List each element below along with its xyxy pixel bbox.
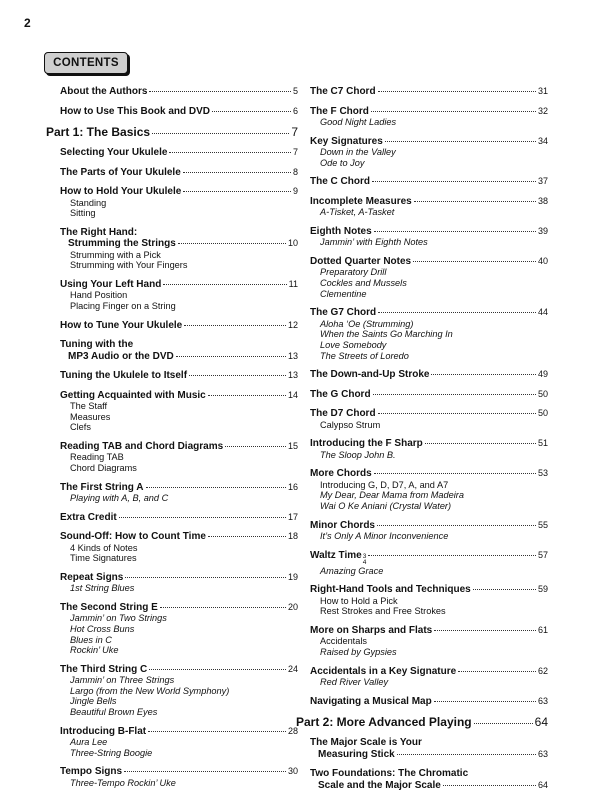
toc-entry-title: Selecting Your Ukulele <box>60 147 168 158</box>
toc-page-number: 38 <box>537 195 548 206</box>
toc-entry[interactable] <box>310 307 548 361</box>
toc-entry[interactable] <box>60 167 298 179</box>
toc-entry-title-lead: Tuning with the <box>60 339 134 351</box>
dot-leader <box>184 325 286 326</box>
toc-page-number: 19 <box>287 571 298 582</box>
toc-entry[interactable] <box>60 602 298 656</box>
toc-entry-row <box>46 125 298 139</box>
toc-entry-title: How to Tune Your Ukulele <box>60 319 183 331</box>
toc-entry[interactable] <box>310 226 548 248</box>
toc-page-number: 14 <box>287 389 298 400</box>
toc-page-number: 18 <box>287 531 298 542</box>
toc-entry-row <box>60 370 298 382</box>
toc-entry-title: Using Your Left Hand <box>60 278 162 290</box>
dot-leader <box>149 669 286 670</box>
toc-entry-row <box>310 780 548 792</box>
toc-page-number: 50 <box>537 408 548 419</box>
toc-page-number: 59 <box>537 584 548 595</box>
toc-subentry[interactable]: Aura Lee <box>70 737 108 748</box>
toc-page-number: 62 <box>537 665 548 676</box>
toc-entry[interactable] <box>310 86 548 98</box>
toc-entry[interactable] <box>60 441 298 474</box>
dot-leader <box>148 731 286 732</box>
toc-entry[interactable] <box>60 186 298 219</box>
toc-page-number: 13 <box>287 350 298 361</box>
toc-page-number: 39 <box>537 225 548 236</box>
toc-entry-row <box>60 441 298 453</box>
toc-entry[interactable] <box>60 370 298 382</box>
toc-page-number: 13 <box>287 370 298 381</box>
toc-subentry[interactable]: Hand Position <box>70 290 128 301</box>
toc-entry-row <box>310 468 548 480</box>
toc-page-number: 49 <box>537 369 548 380</box>
toc-entry-title: Navigating a Musical Map <box>310 695 432 707</box>
toc-entry-title: Extra Credit <box>60 511 117 523</box>
toc-subentry[interactable]: It’s Only A Minor Inconvenience <box>320 531 449 542</box>
toc-entry-row <box>310 389 548 401</box>
dot-leader <box>169 152 291 153</box>
toc-subentry[interactable]: Good Night Ladies <box>320 117 397 127</box>
toc-entry-title: Reading TAB and Chord Diagrams <box>60 440 224 452</box>
toc-entry[interactable] <box>60 390 298 433</box>
toc-right-column <box>296 86 548 799</box>
toc-page-number: 9 <box>292 186 298 196</box>
toc-entry-title: Strumming the Strings <box>68 238 176 250</box>
toc-entry-title: Waltz Time <box>310 549 362 561</box>
toc-entry-title: The First String A <box>60 481 144 493</box>
toc-subentry[interactable]: Clementine <box>320 288 367 299</box>
dot-leader <box>473 589 536 590</box>
toc-subentry[interactable]: Jingle Bells <box>70 696 117 707</box>
toc-page-number: 40 <box>537 255 548 266</box>
toc-subentry[interactable]: Jammin’ on Three Strings <box>70 675 175 686</box>
dot-leader <box>212 111 291 112</box>
toc-subentry[interactable]: Cockles and Mussels <box>320 278 407 289</box>
toc-subentry[interactable]: Hot Cross Buns <box>70 624 135 634</box>
toc-entry-title: Tuning the Ukulele to Itself <box>60 370 188 382</box>
toc-subentry[interactable]: Accidentals <box>320 636 367 647</box>
toc-entry-title: How to Hold Your Ukulele <box>60 186 182 197</box>
toc-entry-title: Minor Chords <box>310 519 375 531</box>
toc-entry-row <box>60 572 298 584</box>
toc-entry[interactable] <box>310 176 548 188</box>
toc-entry-row <box>310 696 548 708</box>
toc-entry-title: Part 1: The Basics <box>46 125 151 139</box>
toc-subentry[interactable]: Ode to Joy <box>320 157 365 168</box>
toc-subentry[interactable]: 4 Kinds of Notes <box>70 542 138 553</box>
dot-leader <box>378 413 536 414</box>
toc-entry[interactable] <box>60 227 298 271</box>
toc-entry-title: The G Chord <box>310 388 371 400</box>
toc-entry[interactable] <box>310 256 548 299</box>
toc-page-number: 24 <box>287 663 298 674</box>
toc-entry-title: The Parts of Your Ukulele <box>60 166 181 178</box>
toc-entry-title-lead: The Major Scale is Your <box>310 737 422 749</box>
toc-entry[interactable] <box>60 320 298 332</box>
toc-subentry[interactable]: A-Tisket, A-Tasket <box>320 207 395 218</box>
toc-entry-title: More on Sharps and Flats <box>310 624 433 636</box>
toc-entry-row <box>310 520 548 532</box>
toc-entry-row <box>310 625 548 637</box>
toc-entry-row <box>296 715 548 729</box>
toc-entry-row <box>310 196 548 208</box>
toc-page-number: 34 <box>537 135 548 146</box>
dot-leader <box>208 536 286 537</box>
page-number: 2 <box>24 16 31 30</box>
toc-entry-title: Incomplete Measures <box>310 195 412 207</box>
dot-leader <box>176 356 286 357</box>
toc-subentry[interactable]: My Dear, Dear Mama from Madeira <box>320 490 464 501</box>
toc-entry-title: How to Use This Book and DVD <box>60 105 211 117</box>
toc-entry-row <box>310 307 548 319</box>
toc-subentry[interactable]: Sitting <box>70 208 96 219</box>
dot-leader <box>178 243 286 244</box>
dot-leader <box>152 133 289 134</box>
toc-subentry[interactable]: The Sloop John B. <box>320 449 396 460</box>
toc-entry-row <box>310 106 548 118</box>
toc-subentry[interactable]: When the Saints Go Marching In <box>320 329 453 340</box>
toc-entry-row <box>310 584 548 596</box>
toc-subentry[interactable]: Three-String Boogie <box>70 747 153 758</box>
toc-subentry[interactable]: Reading TAB <box>70 452 124 463</box>
toc-page-number: 20 <box>287 601 298 612</box>
toc-page-number: 7 <box>291 125 298 139</box>
dot-leader <box>183 172 291 173</box>
toc-subentry[interactable]: Chord Diagrams <box>70 462 137 473</box>
toc-entry[interactable] <box>310 408 548 430</box>
toc-entry-row <box>310 666 548 678</box>
toc-entry-row <box>310 86 548 98</box>
dot-leader <box>124 771 286 772</box>
dot-leader <box>374 231 536 232</box>
toc-entry-row <box>60 86 298 98</box>
dot-leader <box>119 517 286 518</box>
dot-leader <box>368 555 536 556</box>
toc-subentry[interactable]: The Streets of Loredo <box>320 350 409 361</box>
toc-subentry[interactable]: Jammin’ with Eighth Notes <box>320 237 428 248</box>
dot-leader <box>377 525 536 526</box>
toc-subentry[interactable]: Preparatory Drill <box>320 267 387 278</box>
toc-page-number: 57 <box>537 549 548 560</box>
toc-subentry[interactable]: Blues in C <box>70 634 112 645</box>
toc-page-number: 28 <box>287 725 298 736</box>
toc-entry[interactable] <box>310 696 548 708</box>
toc-entry-title: More Chords <box>310 468 372 480</box>
dot-leader <box>431 374 536 375</box>
toc-entry-title: Accidentals in a Key Signature <box>310 665 457 677</box>
toc-entry-title: Key Signatures <box>310 135 383 147</box>
toc-subentry[interactable]: Red River Valley <box>320 677 389 688</box>
dot-leader <box>373 394 536 395</box>
contents-heading <box>44 52 128 74</box>
toc-subentry[interactable]: Placing Finger on a String <box>70 300 176 311</box>
toc-page-number: 53 <box>537 468 548 479</box>
toc-page-number: 8 <box>292 166 298 177</box>
toc-page-number: 63 <box>537 748 548 759</box>
toc-entry-row <box>60 482 298 494</box>
toc-entry-title: Eighth Notes <box>310 225 372 237</box>
toc-entry[interactable] <box>310 550 548 577</box>
dot-leader <box>443 785 536 786</box>
toc-part-entry[interactable] <box>46 125 298 139</box>
dot-leader <box>183 191 291 192</box>
toc-page-number: 32 <box>537 105 548 116</box>
dot-leader <box>163 284 286 285</box>
dot-leader <box>458 671 536 672</box>
toc-subentry[interactable]: Raised by Gypsies <box>320 647 397 658</box>
toc-entry-row <box>60 726 298 738</box>
toc-entry-row <box>60 106 298 118</box>
toc-page-number: 11 <box>288 278 298 289</box>
dot-leader <box>474 723 533 724</box>
toc-left-column <box>46 86 298 796</box>
dot-leader <box>189 375 286 376</box>
dot-leader <box>397 754 536 755</box>
toc-subentry[interactable]: Love Somebody <box>320 339 387 350</box>
toc-entry-row <box>310 749 548 761</box>
toc-entry-title: About the Authors <box>60 86 148 97</box>
toc-entry-row <box>60 167 298 179</box>
toc-entry[interactable] <box>60 147 298 159</box>
toc-subentry[interactable]: Rest Strokes and Free Strokes <box>320 606 446 617</box>
toc-page-number: 61 <box>537 624 548 635</box>
time-signature-top: 3 <box>362 552 367 560</box>
toc-entry[interactable] <box>310 520 548 542</box>
toc-entry-title: Tempo Signs <box>60 766 123 778</box>
toc-entry-title: The G7 Chord <box>310 307 377 319</box>
dot-leader <box>149 91 291 92</box>
toc-subentry[interactable]: Measures <box>70 411 111 422</box>
toc-subentry[interactable]: Amazing Grace <box>320 565 384 576</box>
toc-subentry[interactable]: Aloha ‘Oe (Strumming) <box>320 318 414 329</box>
toc-entry[interactable] <box>310 625 548 658</box>
toc-page-number: 12 <box>287 319 298 330</box>
dot-leader <box>372 181 536 182</box>
toc-entry-title: Right-Hand Tools and Techniques <box>310 584 471 596</box>
toc-page-number: 30 <box>287 766 298 777</box>
toc-entry-row <box>310 408 548 420</box>
toc-entry-title-lead: The Right Hand: <box>60 226 138 238</box>
toc-entry[interactable] <box>310 369 548 381</box>
toc-subentry[interactable]: Time Signatures <box>70 553 137 564</box>
toc-subentry[interactable]: Largo (from the New World Symphony) <box>70 685 230 696</box>
toc-entry-row <box>310 550 548 566</box>
toc-entry[interactable] <box>60 279 298 312</box>
toc-page-number: 15 <box>287 440 298 451</box>
toc-entry-row <box>60 186 298 198</box>
toc-entry-row <box>310 226 548 238</box>
toc-entry-title: The Down-and-Up Stroke <box>310 369 430 381</box>
toc-page-number: 55 <box>537 519 548 530</box>
toc-subentry[interactable]: 1st String Blues <box>70 583 135 594</box>
toc-subentry[interactable]: Strumming with Your Fingers <box>70 260 188 271</box>
toc-entry-title: Getting Acquainted with Music <box>60 389 206 401</box>
toc-entry[interactable] <box>60 512 298 524</box>
toc-entry[interactable] <box>310 136 548 169</box>
toc-entry[interactable] <box>60 339 298 362</box>
toc-entry-row <box>310 136 548 148</box>
toc-subentry[interactable]: Standing <box>70 197 107 208</box>
toc-entry-title-lead: Two Foundations: The Chromatic <box>310 768 469 780</box>
toc-page-number: 6 <box>292 105 298 116</box>
toc-entry-row <box>310 176 548 188</box>
dot-leader <box>378 312 536 313</box>
toc-entry-row <box>60 351 298 363</box>
toc-entry-title: The F Chord <box>310 105 369 117</box>
toc-page-number: 16 <box>287 481 298 492</box>
dot-leader <box>434 701 536 702</box>
dot-leader <box>160 607 286 608</box>
toc-entry-title: The D7 Chord <box>310 408 376 420</box>
toc-entry-title: Dotted Quarter Notes <box>310 255 412 267</box>
toc-page-number: 51 <box>537 438 548 449</box>
toc-entry-row <box>310 256 548 268</box>
dot-leader <box>371 111 536 112</box>
toc-page-number: 44 <box>537 307 548 318</box>
toc-entry-title: The Second String E <box>60 601 158 613</box>
toc-subentry[interactable]: How to Hold a Pick <box>320 595 398 606</box>
toc-entry-row <box>310 438 548 450</box>
toc-page-number: 37 <box>537 176 548 187</box>
toc-subentry[interactable]: Down in the Valley <box>320 147 396 158</box>
toc-entry-title: Repeat Signs <box>60 571 124 583</box>
toc-entry[interactable] <box>60 664 298 718</box>
toc-subentry[interactable]: Rockin’ Uke <box>70 645 119 656</box>
toc-subentry[interactable]: The Staff <box>70 401 108 412</box>
toc-entry[interactable] <box>310 768 548 791</box>
toc-entry[interactable] <box>310 468 548 511</box>
dot-leader <box>414 201 536 202</box>
toc-subentry[interactable]: Introducing G, D, D7, A, and A7 <box>320 479 449 490</box>
dot-leader <box>413 261 536 262</box>
toc-entry[interactable] <box>60 766 298 788</box>
toc-entry[interactable] <box>60 726 298 759</box>
toc-page-number: 64 <box>534 715 548 730</box>
toc-subentry[interactable]: Strumming with a Pick <box>70 249 161 260</box>
toc-subentry[interactable]: Clefs <box>70 422 91 433</box>
contents-heading-label: CONTENTS <box>53 57 119 69</box>
toc-subentry[interactable]: Playing with A, B, and C <box>70 493 169 504</box>
dot-leader <box>374 473 536 474</box>
toc-entry-row <box>60 512 298 524</box>
toc-entry[interactable] <box>60 482 298 504</box>
toc-subentry[interactable]: Three-Tempo Rockin’ Uke <box>70 777 176 788</box>
dot-leader <box>434 630 536 631</box>
toc-entry-row <box>60 390 298 402</box>
dot-leader <box>208 395 286 396</box>
toc-entry-title: The Third String C <box>60 663 148 675</box>
toc-entry-title: Scale and the Major Scale <box>318 779 441 791</box>
toc-page-number: 5 <box>292 86 298 96</box>
toc-entry-title: The C7 Chord <box>310 86 376 97</box>
toc-page-number: 10 <box>287 238 298 249</box>
dot-leader <box>425 443 536 444</box>
toc-entry-row <box>60 238 298 250</box>
toc-entry-title: MP3 Audio or the DVD <box>68 350 174 362</box>
toc-entry[interactable] <box>60 86 298 98</box>
toc-entry-title: Sound-Off: How to Count Time <box>60 531 206 543</box>
toc-entry-row <box>310 369 548 381</box>
toc-part-entry[interactable] <box>296 715 548 729</box>
toc-entry-title: Part 2: More Advanced Playing <box>296 715 472 730</box>
toc-page-number: 64 <box>537 779 548 790</box>
toc-page-number: 63 <box>537 695 548 706</box>
toc-entry[interactable] <box>60 531 298 564</box>
time-signature <box>363 554 367 566</box>
toc-entry-row <box>60 531 298 543</box>
toc-page-number: 17 <box>287 511 298 522</box>
toc-entry-row <box>60 279 298 291</box>
toc-entry-title: Introducing B-Flat <box>60 725 147 737</box>
toc-entry[interactable] <box>310 584 548 617</box>
toc-subentry[interactable]: Beautiful Brown Eyes <box>70 707 158 718</box>
toc-entry[interactable] <box>310 389 548 401</box>
toc-page-number: 50 <box>537 388 548 399</box>
toc-subentry[interactable]: Calypso Strum <box>320 419 381 430</box>
toc-entry-row <box>60 320 298 332</box>
toc-page-number: 7 <box>292 147 298 157</box>
toc-entry[interactable] <box>310 666 548 688</box>
time-signature-bottom: 4 <box>362 558 367 566</box>
toc-entry-row <box>60 602 298 614</box>
dot-leader <box>225 446 286 447</box>
toc-entry[interactable] <box>310 737 548 760</box>
toc-entry[interactable] <box>60 106 298 118</box>
toc-entry-row <box>60 766 298 778</box>
toc-subentry[interactable]: Jammin’ on Two Strings <box>70 613 167 624</box>
toc-entry[interactable] <box>310 438 548 460</box>
toc-entry-title: The C Chord <box>310 176 370 188</box>
toc-page-number: 31 <box>537 86 548 96</box>
toc-entry[interactable] <box>310 196 548 218</box>
dot-leader <box>146 487 286 488</box>
dot-leader <box>378 91 536 92</box>
dot-leader <box>385 141 536 142</box>
toc-entry-row <box>60 147 298 159</box>
toc-entry[interactable] <box>310 106 548 128</box>
toc-entry-title: Measuring Stick <box>318 748 395 760</box>
toc-entry-title: Introducing the F Sharp <box>310 438 423 450</box>
toc-subentry[interactable]: Wai O Ke Aniani (Crystal Water) <box>320 501 452 511</box>
toc-entry-row <box>60 664 298 676</box>
dot-leader <box>125 577 286 578</box>
toc-entry[interactable] <box>60 572 298 594</box>
